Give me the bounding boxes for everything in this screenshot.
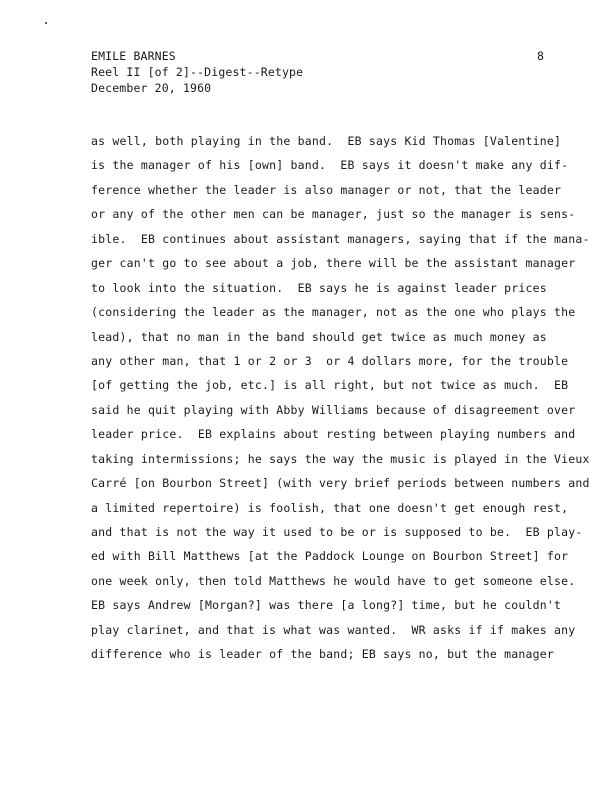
text-line: ference whether the leader is also manager or not, that the leader <box>91 182 562 197</box>
scan-speck <box>45 22 47 24</box>
text-line: or any of the other men can be manager, just so the manager is sens- <box>91 207 576 222</box>
text-line: lead), that no man in the band should get twice as much money as <box>91 329 547 344</box>
text-line: a limited repertoire) is foolish, that one doesn't get enough rest, <box>91 500 569 515</box>
text-line: is the manager of his [own] band. EB says it doesn't make any dif- <box>91 158 569 173</box>
text-line: ger can't go to see about a job, there will be the assistant manager <box>91 256 576 271</box>
text-line: any other man, that 1 or 2 or 3 or 4 dollars more, for the trouble <box>91 353 569 368</box>
text-line: EB says Andrew [Morgan?] was there [a long?] time, but he couldn't <box>91 598 562 613</box>
text-line: taking intermissions; he says the way the music is played in the Vieux <box>91 451 590 466</box>
text-line: and that is not the way it used to be or is supposed to be. EB play- <box>91 525 583 539</box>
text-line: ed with Bill Matthews [at the Paddock Lounge on Bourbon Street] for <box>91 549 569 564</box>
text-line: said he quit playing with Abby Williams because of disagreement over <box>91 402 576 417</box>
text-line: play clarinet, and that is what was wanted. WR asks if if makes any <box>91 622 576 637</box>
header-date: December 20, 1960 <box>91 81 212 95</box>
text-line: [of getting the job, etc.] is all right, but not twice as much. EB <box>91 378 569 393</box>
text-line: one week only, then told Matthews he would have to get someone else. <box>91 573 576 588</box>
text-line: leader price. EB explains about resting between playing numbers and <box>91 427 576 442</box>
text-line: (considering the leader as the manager, not as the one who plays the <box>91 305 576 320</box>
header-name: EMILE BARNES <box>91 49 176 63</box>
text-line: Carré [on Bourbon Street] (with very brief periods between numbers and <box>91 476 590 491</box>
header-reel: Reel II [of 2]--Digest--Retype <box>91 65 304 79</box>
text-line: as well, both playing in the band. EB says Kid Thomas [Valentine] <box>91 134 562 148</box>
text-line: ible. EB continues about assistant managers, saying that if the mana- <box>91 231 590 246</box>
page-number: 8 <box>537 49 544 63</box>
text-line: difference who is leader of the band; EB says no, but the manager <box>91 647 555 662</box>
transcript-body <box>91 129 601 667</box>
document-header <box>91 48 303 96</box>
text-line: to look into the situation. EB says he is against leader prices <box>91 280 547 295</box>
